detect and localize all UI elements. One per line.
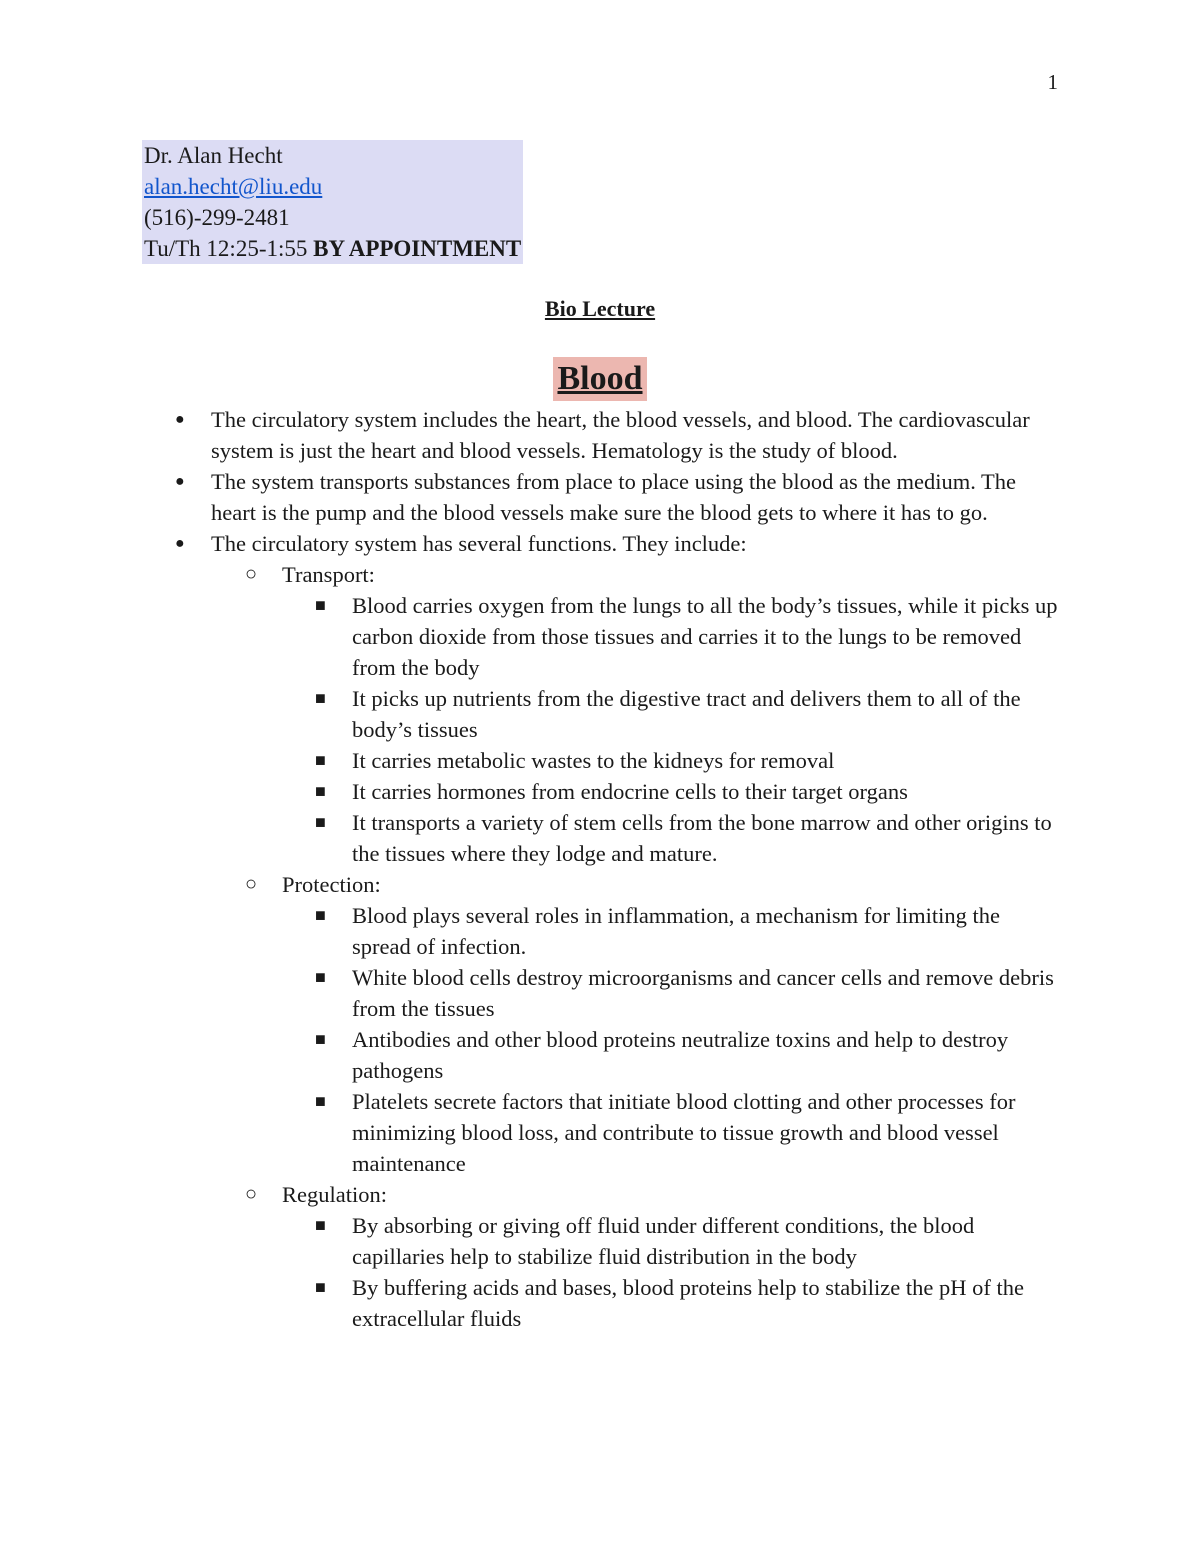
- filled-circle-bullet-icon: ●: [175, 535, 185, 552]
- square-bullet-icon: ■: [315, 1091, 326, 1111]
- function-category: [245, 559, 1062, 590]
- bullet-text: The circulatory system has several functions. They include:: [211, 531, 747, 556]
- function-item: [315, 1272, 1062, 1334]
- bullet-item: [175, 528, 1061, 559]
- function-item-text: By buffering acids and bases, blood proteins help to stabilize the pH of the extracellular fluids: [352, 1275, 1024, 1331]
- square-bullet-icon: ■: [315, 688, 326, 708]
- topic-heading-wrap: [0, 357, 1200, 401]
- function-item-text: It transports a variety of stem cells from the bone marrow and other origins to the tissues where they lodge and mature.: [352, 810, 1052, 866]
- function-item: [315, 590, 1062, 683]
- function-item-text: White blood cells destroy microorganisms and cancer cells and remove debris from the tissues: [352, 965, 1054, 1021]
- function-item: [315, 1024, 1062, 1086]
- notes-body: [0, 404, 1200, 1334]
- function-item: [315, 776, 1062, 807]
- function-label-regulation: Regulation:: [282, 1182, 387, 1207]
- square-bullet-icon: ■: [315, 905, 326, 925]
- function-item: [315, 807, 1062, 869]
- instructor-phone: (516)-299-2481: [144, 205, 290, 230]
- function-item-text: By absorbing or giving off fluid under different conditions, the blood capillaries help to stabilize fluid distribution in the body: [352, 1213, 975, 1269]
- function-item: [315, 683, 1062, 745]
- function-item-text: Blood carries oxygen from the lungs to all the body’s tissues, while it picks up carbon dioxide from those tissues and carries it to the lungs to be removed from the body: [352, 593, 1058, 680]
- bullet-text: The system transports substances from place to place using the blood as the medium. The heart is the pump and the blood vessels make sure the blood gets to where it has to go.: [211, 469, 1017, 525]
- square-bullet-icon: ■: [315, 1215, 326, 1235]
- square-bullet-icon: ■: [315, 595, 326, 615]
- lecture-title: Bio Lecture: [544, 296, 656, 321]
- office-hours-time: Tu/Th 12:25-1:55: [144, 236, 314, 261]
- square-bullet-icon: ■: [315, 1277, 326, 1297]
- function-category: [245, 1179, 1062, 1210]
- hollow-circle-bullet-icon: ○: [245, 1183, 258, 1205]
- square-bullet-icon: ■: [315, 750, 326, 770]
- function-item: [315, 745, 1062, 776]
- filled-circle-bullet-icon: ●: [175, 411, 185, 428]
- contact-highlight: [142, 140, 523, 264]
- hollow-circle-bullet-icon: ○: [245, 563, 258, 585]
- function-item-text: Platelets secrete factors that initiate blood clotting and other processes for minimizing blood loss, and contribute to tissue growth and blood vessel maintenance: [352, 1089, 1016, 1176]
- bullet-item: [175, 466, 1061, 528]
- function-category: [245, 869, 1062, 900]
- page-number: 1: [1047, 70, 1058, 94]
- square-bullet-icon: ■: [315, 812, 326, 832]
- function-item: [315, 1086, 1062, 1179]
- square-bullet-icon: ■: [315, 781, 326, 801]
- instructor-email-link[interactable]: alan.hecht@liu.edu: [144, 174, 323, 199]
- function-item: [315, 900, 1062, 962]
- filled-circle-bullet-icon: ●: [175, 473, 185, 490]
- function-item-text: It carries hormones from endocrine cells to their target organs: [352, 779, 908, 804]
- office-hours-note: BY APPOINTMENT: [313, 236, 522, 261]
- square-bullet-icon: ■: [315, 1029, 326, 1049]
- bullet-item: [175, 404, 1061, 466]
- function-item-text: It carries metabolic wastes to the kidneys for removal: [352, 748, 835, 773]
- office-hours: [144, 233, 521, 264]
- function-item: [315, 962, 1062, 1024]
- bullet-text: The circulatory system includes the heart, the blood vessels, and blood. The cardiovascular system is just the heart and blood vessels. Hematology is the study of blood.: [211, 407, 1030, 463]
- contact-block: [142, 140, 523, 264]
- instructor-name: Dr. Alan Hecht: [144, 143, 283, 168]
- function-item-text: Blood plays several roles in inflammation, a mechanism for limiting the spread of infection.: [352, 903, 1000, 959]
- hollow-circle-bullet-icon: ○: [245, 873, 258, 895]
- function-label-transport: Transport:: [282, 562, 375, 587]
- topic-heading: Blood: [553, 357, 646, 401]
- square-bullet-icon: ■: [315, 967, 326, 987]
- function-item: [315, 1210, 1062, 1272]
- function-item-text: Antibodies and other blood proteins neutralize toxins and help to destroy pathogens: [352, 1027, 1009, 1083]
- function-label-protection: Protection:: [282, 872, 381, 897]
- function-item-text: It picks up nutrients from the digestive tract and delivers them to all of the body’s tissues: [352, 686, 1021, 742]
